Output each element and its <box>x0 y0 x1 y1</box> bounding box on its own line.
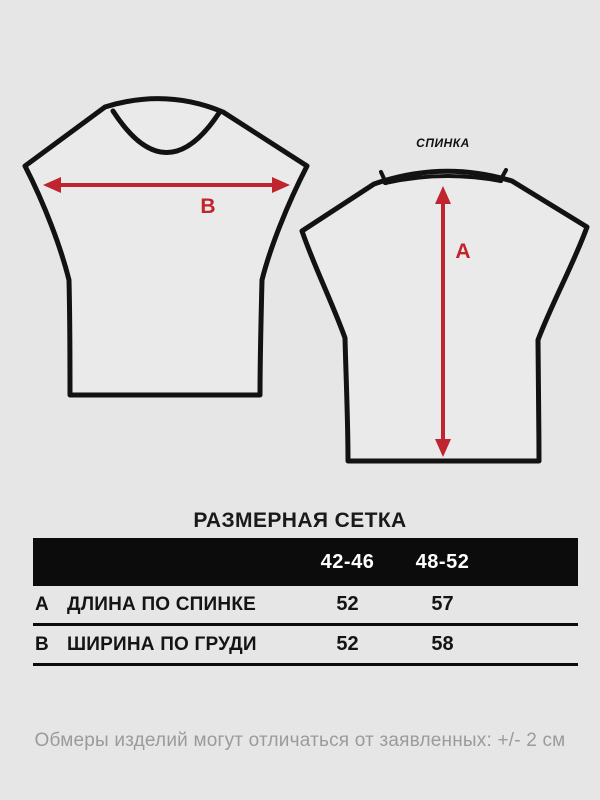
column-header-size-1: 42-46 <box>320 550 375 573</box>
table-row-back-length <box>33 586 578 626</box>
table-row-chest-width <box>33 626 578 666</box>
row-label: ДЛИНА ПО СПИНКЕ <box>67 593 256 615</box>
tolerance-note: Обмеры изделий могут отличаться от заявленных: +/- 2 см <box>34 730 566 751</box>
row-value-size-1: 52 <box>336 633 359 655</box>
size-table-title: РАЗМЕРНАЯ СЕТКА <box>193 509 407 532</box>
row-letter: В <box>35 633 49 655</box>
size-table <box>33 538 578 666</box>
row-value-size-2: 57 <box>431 593 454 615</box>
row-value-size-1: 52 <box>336 593 359 615</box>
back-length-arrow-label: A <box>455 240 471 263</box>
chest-width-arrow-label: B <box>200 195 216 218</box>
column-header-size-2: 48-52 <box>415 550 470 573</box>
row-letter: А <box>35 593 49 615</box>
row-value-size-2: 58 <box>431 633 454 655</box>
back-view-label: СПИНКА <box>416 136 470 150</box>
row-label: ШИРИНА ПО ГРУДИ <box>67 633 257 655</box>
size-table-header-row <box>33 538 578 586</box>
front-shirt-outline <box>25 99 307 395</box>
